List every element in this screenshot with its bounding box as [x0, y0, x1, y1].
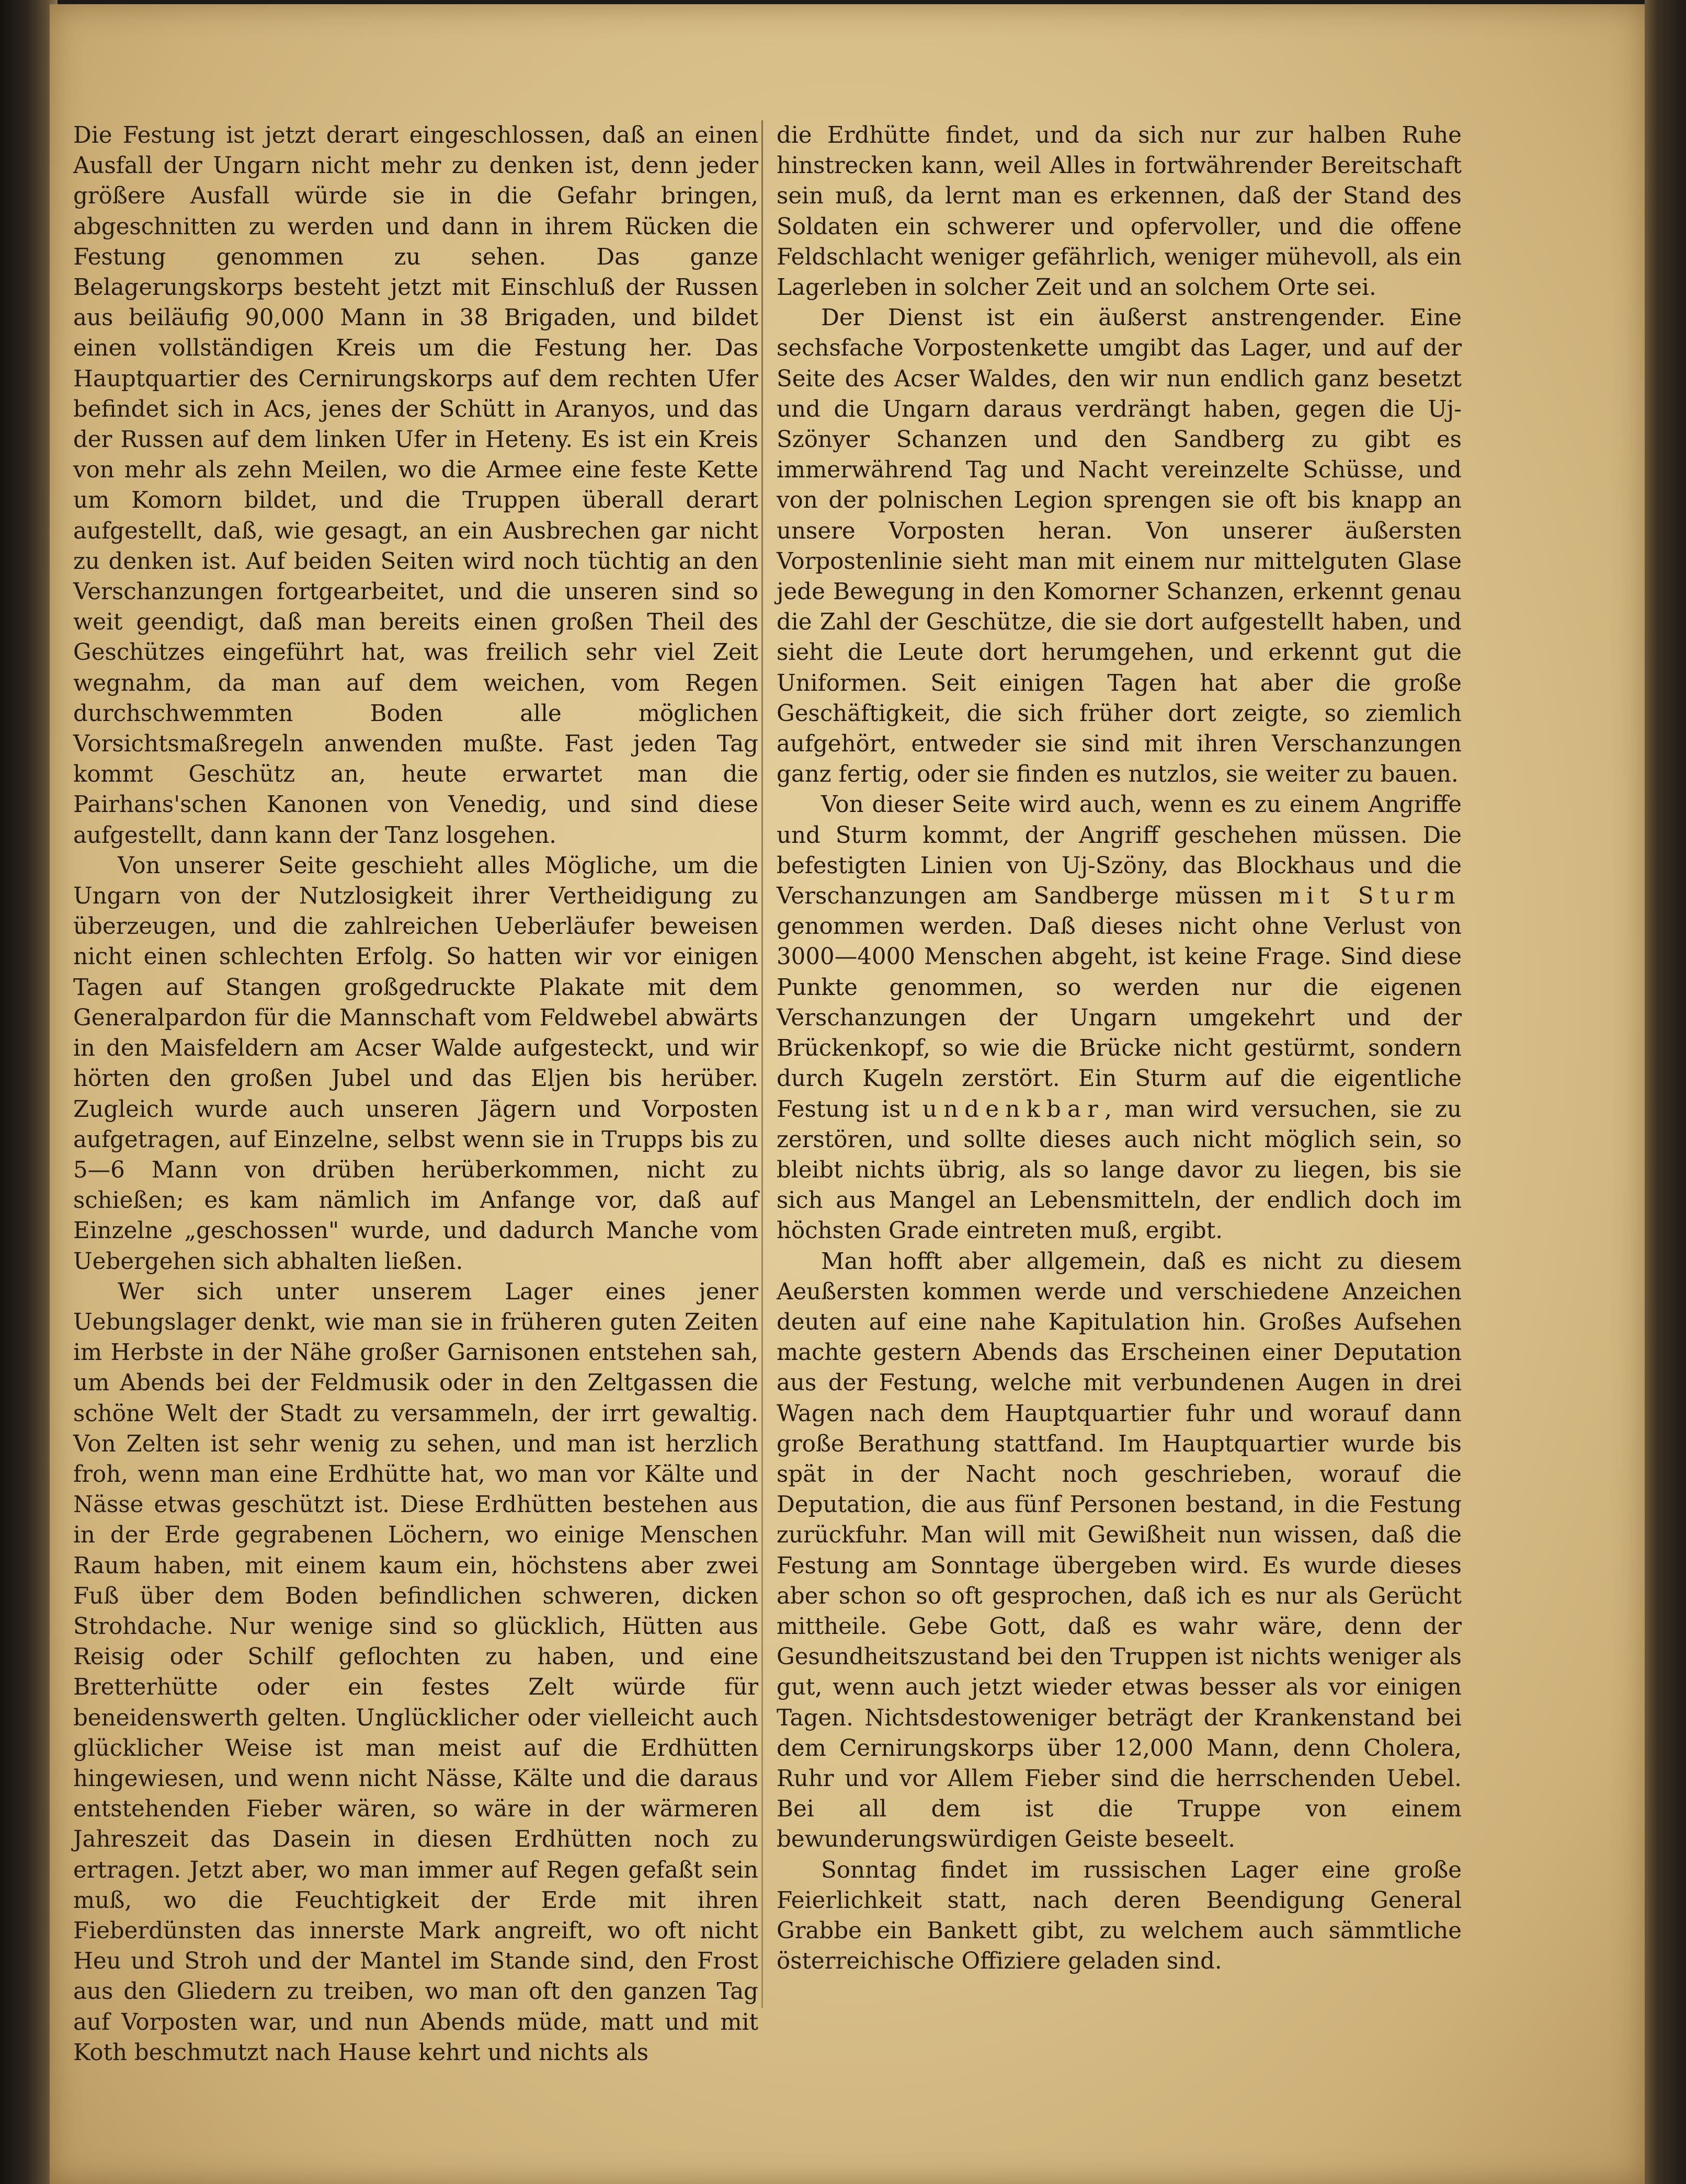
paragraph-text: , man wird versuchen, sie zu zerstören, und sollte dieses auch nicht möglich sein, so bleibt nichts übrig, als so lange davor zu liegen, bis sie sich aus Mangel an Lebensmitteln, der endlich doch im höchsten Grade eintreten muß, ergibt.	[777, 1096, 1462, 1244]
right-paragraph-1: die Erdhütte findet, und da sich nur zur halben Ruhe hinstrecken kann, weil Alles in fortwährender Bereitschaft sein muß, da lernt man es erkennen, daß der Stand des Soldaten ein schwerer und opfervoller, und die offene Feldschlacht weniger gefährlich, weniger mühevoll, als ein Lagerleben in solcher Zeit und an solchem Orte sei.	[777, 122, 1462, 301]
book-binding	[0, 0, 58, 2184]
left-column	[73, 120, 758, 2068]
right-paragraph-5: Sonntag findet im russischen Lager eine große Feierlichkeit statt, nach deren Beendigung General Grabbe ein Bankett gibt, zu welchem auch sämmtliche österreichische Offiziere geladen sind.	[777, 1857, 1462, 1975]
emphasis-text: undenkbar	[922, 1096, 1105, 1123]
right-paragraph-3	[777, 790, 1462, 1246]
page-edge	[1645, 0, 1686, 2184]
paragraph-text: genommen werden. Daß dieses nicht ohne Verlust von 3000—4000 Menschen abgeht, ist keine Frage. Sind diese Punkte genommen, so werden nur die eigenen Verschanzungen der Ungarn umgekehrt und der Brückenkopf, so wie die Brücke nicht gestürmt, sondern durch Kugeln zerstört. Ein Sturm auf die eigentliche Festung ist	[777, 913, 1462, 1123]
left-paragraph-2: Von unserer Seite geschieht alles Mögliche, um die Ungarn von der Nutzlosigkeit ihrer Vertheidigung zu überzeugen, und die zahlreichen Ueberläufer beweisen nicht einen schlechten Erfolg. So hatten wir vor einigen Tagen auf Stangen großgedruckte Plakate mit dem Generalpardon für die Mannschaft vom Feldwebel abwärts in den Maisfeldern am Acser Walde aufgesteckt, und wir hörten den großen Jubel und das Eljen bis herüber. Zugleich wurde auch unseren Jägern und Vorposten aufgetragen, auf Einzelne, selbst wenn sie in Trupps bis zu 5—6 Mann von drüben herüberkommen, nicht zu schießen; es kam nämlich im Anfange vor, daß auf Einzelne „geschossen" wurde, und dadurch Manche vom Uebergehen sich abhalten ließen.	[73, 852, 758, 1275]
left-paragraph-3: Wer sich unter unserem Lager eines jener Uebungslager denkt, wie man sie in früheren guten Zeiten im Herbste in der Nähe großer Garnisonen entstehen sah, um Abends bei der Feldmusik oder in den Zeltgassen die schöne Welt der Stadt zu versammeln, der irrt gewaltig. Von Zelten ist sehr wenig zu sehen, und man ist herzlich froh, wenn man eine Erdhütte hat, wo man vor Kälte und Nässe etwas geschützt ist. Diese Erdhütten bestehen aus in der Erde gegrabenen Löchern, wo einige Menschen Raum haben, mit einem kaum ein, höchstens aber zwei Fuß über dem Boden befindlichen schweren, dicken Strohdache. Nur wenige sind so glücklich, Hütten aus Reisig oder Schilf geflochten zu haben, und eine Bretterhütte oder ein festes Zelt würde für beneidenswerth gelten. Unglücklicher oder vielleicht auch glücklicher Weise ist man meist auf die Erdhütten hingewiesen, und wenn nicht Nässe, Kälte und die daraus entstehenden Fieber wären, so wäre in der wärmeren Jahreszeit das Dasein in diesen Erdhütten noch zu ertragen. Jetzt aber, wo man immer auf Regen gefaßt sein muß, wo die Feuchtigkeit der Erde mit ihren Fieberdünsten das innerste Mark angreift, wo oft nicht Heu und Stroh und der Mantel im Stande sind, den Frost aus den Gliedern zu treiben, wo man oft den ganzen Tag auf Vorposten war, und nun Abends müde, matt und mit Koth beschmutzt nach Hause kehrt und nichts als	[73, 1278, 758, 2066]
right-column	[777, 120, 1462, 1976]
right-paragraph-4: Man hofft aber allgemein, daß es nicht zu diesem Aeußersten kommen werde und verschiedene Anzeichen deuten auf eine nahe Kapitulation hin. Großes Aufsehen machte gestern Abends das Erscheinen einer Deputation aus der Festung, welche mit verbundenen Augen in drei Wagen nach dem Hauptquartier fuhr und worauf dann große Berathung stattfand. Im Hauptquartier wurde bis spät in der Nacht noch geschrieben, worauf die Deputation, die aus fünf Personen bestand, in die Festung zurückfuhr. Man will mit Gewißheit nun wissen, daß die Festung am Sonntage übergeben wird. Es wurde dieses aber schon so oft gesprochen, daß ich es nur als Gerücht mittheile. Gebe Gott, daß es wahr wäre, denn der Gesundheitszustand bei den Truppen ist nichts weniger als gut, wenn auch jetzt wieder etwas besser als vor einigen Tagen. Nichtsdestoweniger beträgt der Krankenstand bei dem Cernirungskorps über 12,000 Mann, denn Cholera, Ruhr und vor Allem Fieber sind die herrschenden Uebel. Bei all dem ist die Truppe von einem bewunderungswürdigen Geiste beseelt.	[777, 1248, 1462, 1853]
column-divider	[761, 120, 763, 2008]
emphasis-text: mit Sturm	[1278, 883, 1462, 910]
paragraph-text: Von dieser Seite wird auch, wenn es zu einem Angriffe und Sturm kommt, der Angriff geschehen müssen. Die befestigten Linien von Uj-Szöny, das Blockhaus und die Verschanzungen am Sandberge müssen	[777, 792, 1462, 910]
right-paragraph-2: Der Dienst ist ein äußerst anstrengender. Eine sechsfache Vorpostenkette umgibt das Lager, und auf der Seite des Acser Waldes, den wir nun endlich ganz besetzt und die Ungarn daraus verdrängt haben, gegen die Uj-Szönyer Schanzen und den Sandberg zu gibt es immerwährend Tag und Nacht vereinzelte Schüsse, und von der polnischen Legion sprengen sie oft bis knapp an unsere Vorposten heran. Von unserer äußersten Vorpostenlinie sieht man mit einem nur mittelguten Glase jede Bewegung in den Komorner Schanzen, erkennt genau die Zahl der Geschütze, die sie dort aufgestellt haben, und sieht die Leute dort herumgehen, und erkennt gut die Uniformen. Seit einigen Tagen hat aber die große Geschäftigkeit, die sich früher dort zeigte, so ziemlich aufgehört, entweder sie sind mit ihren Verschanzungen ganz fertig, oder sie finden es nutzlos, sie weiter zu bauen.	[777, 305, 1462, 788]
left-paragraph-1: Die Festung ist jetzt derart eingeschlossen, daß an einen Ausfall der Ungarn nicht mehr zu denken ist, denn jeder größere Ausfall würde sie in die Gefahr bringen, abgeschnitten zu werden und dann in ihrem Rücken die Festung genommen zu sehen. Das ganze Belagerungskorps besteht jetzt mit Einschluß der Russen aus beiläufig 90,000 Mann in 38 Brigaden, und bildet einen vollständigen Kreis um die Festung her. Das Hauptquartier des Cernirungskorps auf dem rechten Ufer befindet sich in Acs, jenes der Schütt in Aranyos, und das der Russen auf dem linken Ufer in Heteny. Es ist ein Kreis von mehr als zehn Meilen, wo die Armee eine feste Kette um Komorn bildet, und die Truppen überall derart aufgestellt, daß, wie gesagt, an ein Ausbrechen gar nicht zu denken ist. Auf beiden Seiten wird noch tüchtig an den Verschanzungen fortgearbeitet, und die unseren sind so weit geendigt, daß man bereits einen großen Theil des Geschützes eingeführt hat, was freilich sehr viel Zeit wegnahm, da man auf dem weichen, vom Regen durchschwemmten Boden alle möglichen Vorsichtsmaßregeln anwenden mußte. Fast jeden Tag kommt Geschütz an, heute erwartet man die Pairhans'schen Kanonen von Venedig, und sind diese aufgestellt, dann kann der Tanz losgehen.	[73, 122, 758, 849]
